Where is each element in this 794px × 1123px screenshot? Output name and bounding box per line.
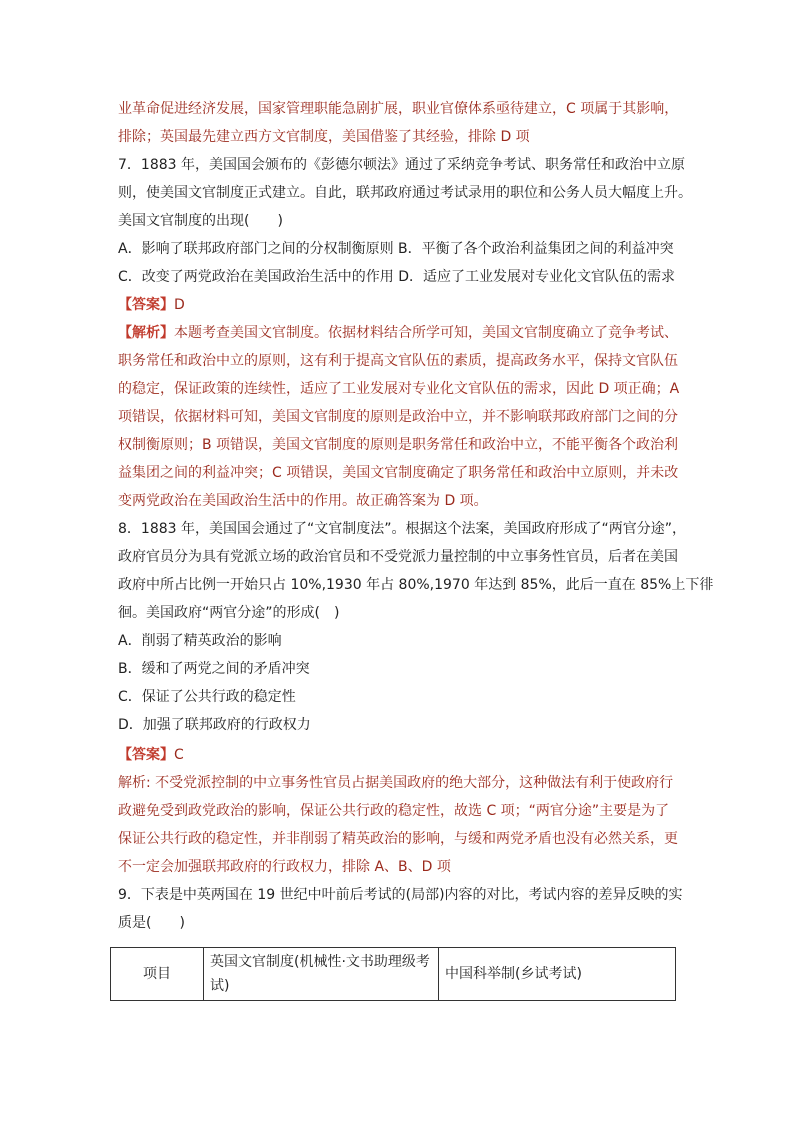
table-cell-china: 中国科举制(乡试考试) (439, 948, 676, 1001)
analysis-line: 权制衡原则；B 项错误，美国文官制度的原则是职务常任和政治中立，不能平衡各个政治利 (118, 437, 679, 453)
analysis-line: 的稳定，保证政策的连续性，适应了工业发展对专业化文官队伍的需求，因此 D 项正确；A (118, 381, 680, 397)
option-line: D．加强了联邦政府的行政权力 (118, 717, 311, 733)
analysis-line: 保证公共行政的稳定性，并非削弱了精英政治的影响，与缓和两党矛盾也没有必然关系，更 (118, 831, 678, 847)
comparison-table-wrap (110, 947, 676, 1001)
option-line: C．改变了两党政治在美国政治生活中的作用 D．适应了工业发展对专业化文官队伍的需求 (118, 269, 676, 285)
option-line: C．保证了公共行政的稳定性 (118, 689, 296, 705)
question-8 (118, 515, 714, 881)
question-stem-line: 质是( ) (118, 915, 185, 931)
q6-analysis-tail (118, 95, 688, 151)
question-stem-line: 徊。美国政府“两官分途”的形成( ) (118, 605, 340, 621)
table-cell-item: 项目 (111, 948, 204, 1001)
analysis-line: 益集团之间的利益冲突；C 项错误，美国文官制度确定了职务常任和政治中立原则，并未改 (118, 465, 679, 481)
analysis-line: 【解析】本题考查美国文官制度。依据材料结合所学可知，美国文官制度确立了竞争考试、 (118, 325, 678, 341)
question-stem-line: 9．下表是中英两国在 19 世纪中叶前后考试的(局部)内容的对比，考试内容的差异反映的实 (118, 887, 683, 903)
question-stem-line: 7．1883 年，美国国会颁布的《彭德尔顿法》通过了采纳竞争考试、职务常任和政治中立原 (118, 157, 685, 173)
question-stem-line: 美国文官制度的出现( ) (118, 213, 283, 229)
answer-label: 【答案】 (118, 747, 174, 763)
question-7 (118, 151, 692, 515)
answer-line (118, 291, 688, 319)
answer-value: D (174, 297, 185, 313)
table-cell-uk: 英国文官制度(机械性·文书助理级考试) (204, 948, 439, 1001)
answer-label: 【答案】 (118, 297, 174, 313)
question-stem-line: 则，使美国文官制度正式建立。自此，联邦政府通过考试录用的职位和公务人员大幅度上升。 (118, 185, 692, 201)
analysis-line: 项错误，依据材料可知，美国文官制度的原则是政治中立，并不影响联邦政府部门之间的分 (118, 409, 678, 425)
question-9 (118, 881, 688, 937)
option-line: A．削弱了精英政治的影响 (118, 633, 282, 649)
document-page (118, 95, 714, 937)
option-line: B．缓和了两党之间的矛盾冲突 (118, 661, 310, 677)
question-stem-line: 政府官员分为具有党派立场的政治官员和不受党派力量控制的中立事务性官员，后者在美国 (118, 549, 678, 565)
table-row (111, 948, 676, 1001)
answer-line (118, 741, 688, 769)
answer-value: C (174, 747, 184, 763)
question-stem-line: 8．1883 年，美国国会通过了“文官制度法”。根据这个法案，美国政府形成了“两官分途”， (118, 521, 686, 537)
text-line: 业革命促进经济发展，国家管理职能急剧扩展，职业官僚体系亟待建立，C 项属于其影响， (118, 101, 679, 117)
text-line: 排除；英国最先建立西方文官制度，美国借鉴了其经验，排除 D 项 (118, 129, 530, 145)
comparison-table (110, 947, 676, 1001)
analysis-line: 职务常任和政治中立的原则，这有利于提高文官队伍的素质，提高政务水平，保持文官队伍 (118, 353, 678, 369)
analysis-line: 解析: 不受党派控制的中立事务性官员占据美国政府的绝大部分，这种做法有利于使政府行 (118, 775, 674, 791)
option-line: A．影响了联邦政府部门之间的分权制衡原则 B．平衡了各个政治利益集团之间的利益冲突 (118, 241, 674, 257)
analysis-label: 【解析】 (118, 325, 174, 341)
analysis-line: 变两党政治在美国政治生活中的作用。故正确答案为 D 项。 (118, 493, 488, 509)
analysis-line: 政避免受到政党政治的影响，保证公共行政的稳定性，故选 C 项；“两官分途”主要是为了 (118, 803, 670, 819)
analysis-line: 不一定会加强联邦政府的行政权力，排除 A、B、D 项 (118, 859, 451, 875)
question-stem-line: 政府中所占比例一开始只占 10%,1930 年占 80%,1970 年达到 85%，此后一直在 85%上下徘 (118, 577, 714, 593)
